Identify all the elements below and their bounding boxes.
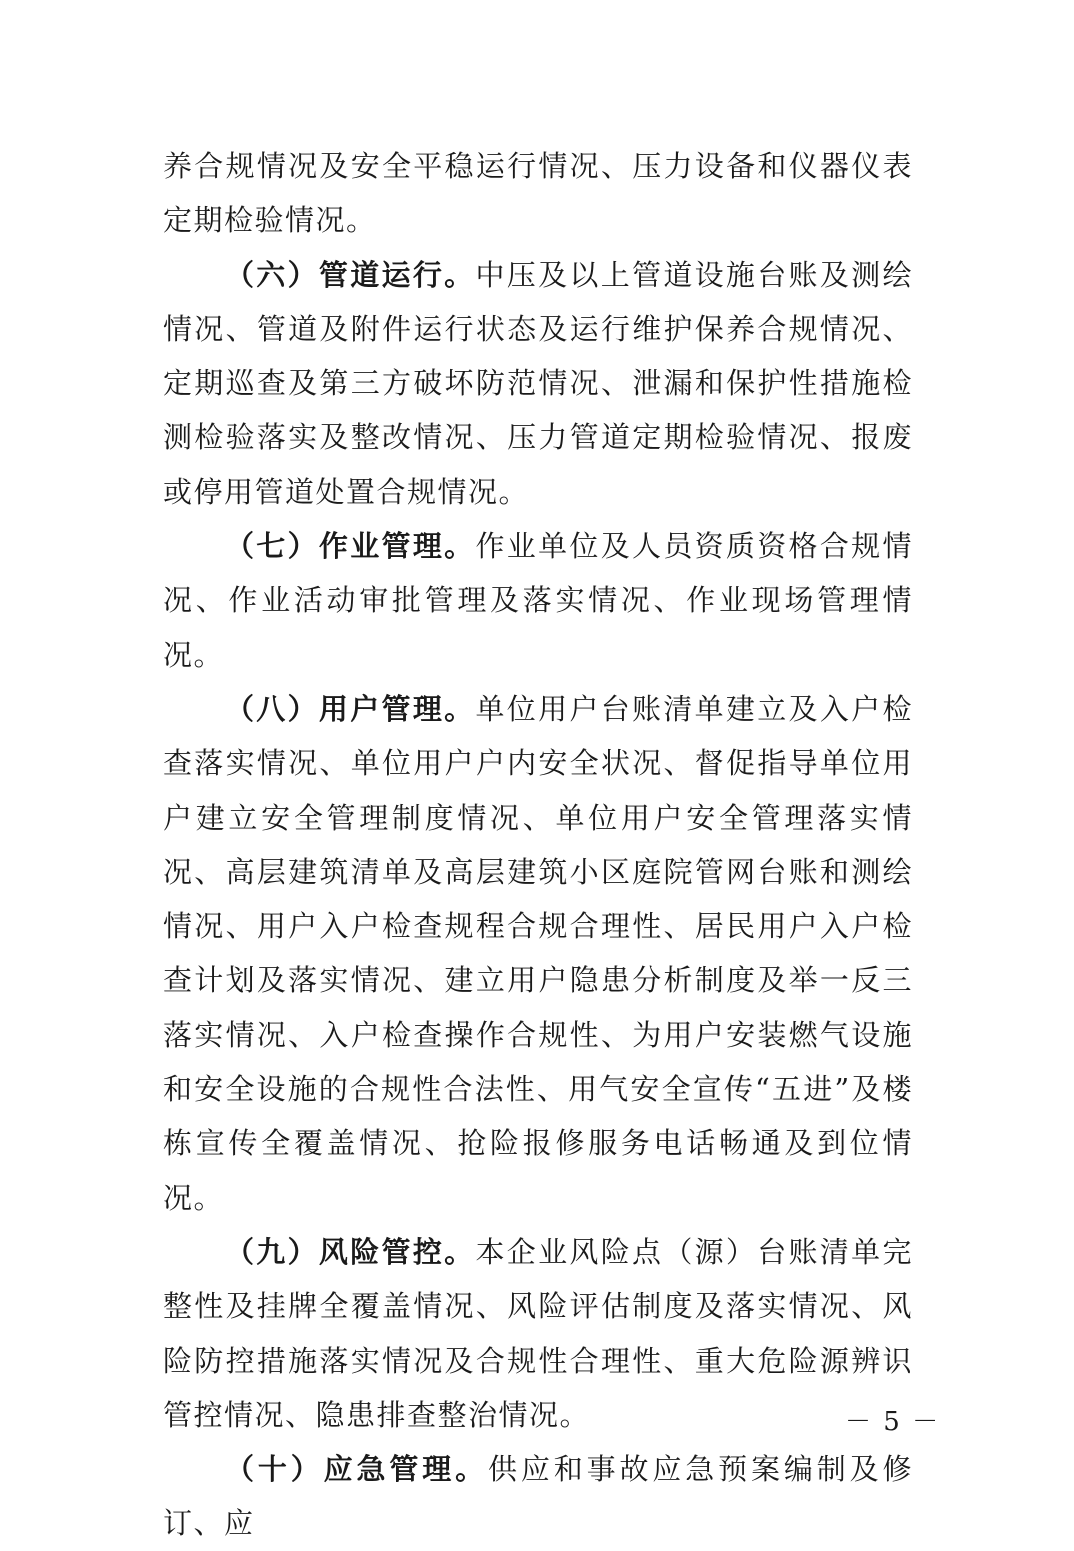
section-heading: （七）作业管理。 — [225, 529, 476, 564]
paragraph-text: 供应和事故应急预案编制及修订、应 — [163, 1452, 913, 1541]
section-heading: （九）风险管控。 — [225, 1234, 476, 1269]
paragraph-pipeline-operation — [163, 248, 913, 519]
paragraph-risk-control — [163, 1225, 913, 1442]
section-heading: （八）用户管理。 — [225, 691, 476, 726]
page-number: － 5 － — [845, 1407, 941, 1437]
section-heading: （十）应急管理。 — [225, 1452, 488, 1487]
paragraph-text: 本企业风险点（源）台账清单完整性及挂牌全覆盖情况、风险评估制度及落实情况、风险防控措施落实情况及合规性合理性、重大危险源辨识管控情况、隐患排查整治情况。 — [163, 1234, 913, 1432]
paragraph-continuation — [163, 139, 913, 248]
paragraph-text: 养合规情况及安全平稳运行情况、压力设备和仪器仪表定期检验情况。 — [163, 149, 913, 238]
paragraph-text: 作业单位及人员资质资格合规情况、作业活动审批管理及落实情况、作业现场管理情况。 — [163, 529, 913, 672]
paragraph-operation-management — [163, 519, 913, 682]
paragraph-text: 单位用户台账清单建立及入户检查落实情况、单位用户户内安全状况、督促指导单位用户建立安全管理制度情况、单位用户安全管理落实情况、高层建筑清单及高层建筑小区庭院管网台账和测绘情况、用户入户检查规程合规合理性、居民用户入户检查计划及落实情况、建立用户隐患分析制度及举一反三落实情况、入户检查操作合规性、为用户安装燃气设施和安全设施的合规性合法性、用气安全宣传“五进”及楼栋宣传全覆盖情况、抢险报修服务电话畅通及到位情况。 — [163, 691, 913, 1215]
paragraph-emergency-management — [163, 1442, 913, 1551]
paragraph-text: 中压及以上管道设施台账及测绘情况、管道及附件运行状态及运行维护保养合规情况、定期巡查及第三方破坏防范情况、泄漏和保护性措施检测检验落实及整改情况、压力管道定期检验情况、报废或停用管道处置合规情况。 — [163, 257, 913, 509]
document-body — [163, 139, 913, 1551]
section-heading: （六）管道运行。 — [225, 257, 476, 292]
paragraph-user-management — [163, 682, 913, 1225]
